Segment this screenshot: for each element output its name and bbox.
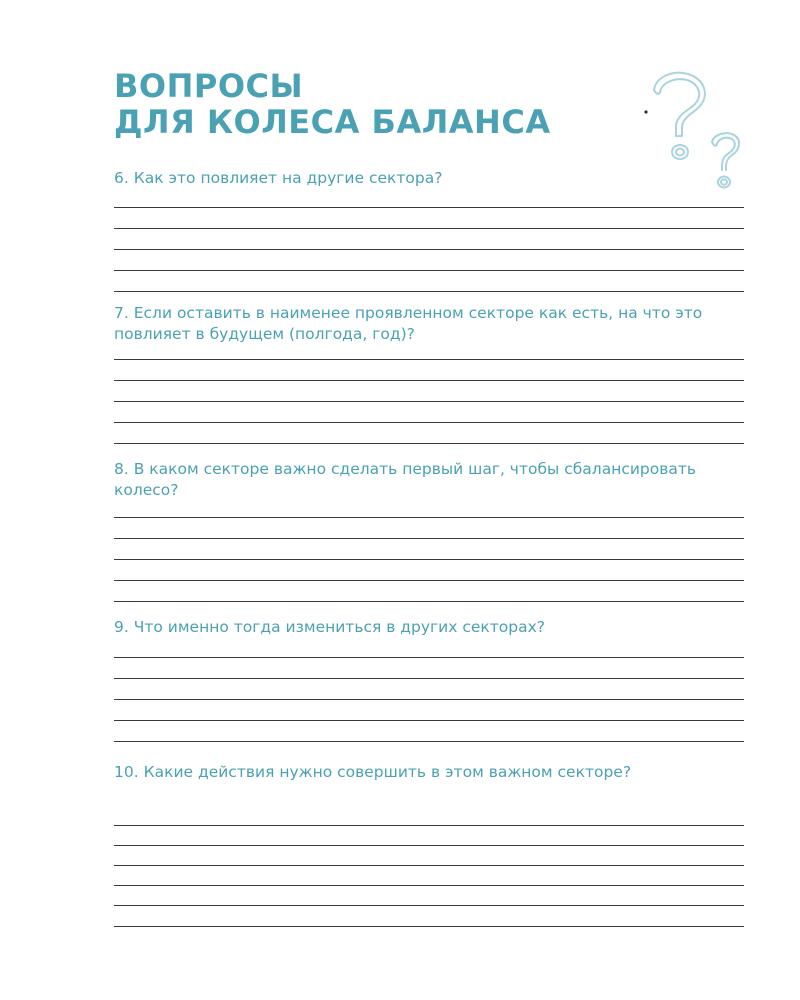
question-block-10	[114, 761, 744, 783]
page-title-line-1: ВОПРОСЫ	[114, 67, 304, 105]
question-text: 8. В каком секторе важно сделать первый шаг, чтобы сбалансировать колесо?	[114, 460, 697, 499]
answer-line[interactable]	[114, 580, 744, 581]
answer-line[interactable]	[114, 359, 744, 360]
answer-line[interactable]	[114, 905, 744, 906]
answer-line[interactable]	[114, 249, 744, 250]
answer-line[interactable]	[114, 422, 744, 423]
answer-line[interactable]	[114, 678, 744, 679]
answer-line[interactable]	[114, 401, 744, 402]
answer-line[interactable]	[114, 825, 744, 826]
question-block-8	[114, 458, 744, 501]
question-block-7	[114, 302, 744, 345]
question-text: 10. Какие действия нужно совершить в этом важном секторе?	[114, 763, 632, 781]
answer-line[interactable]	[114, 845, 744, 846]
question-text: 6. Как это повлияет на другие сектора?	[114, 169, 443, 187]
answer-line[interactable]	[114, 865, 744, 866]
answer-line[interactable]	[114, 657, 744, 658]
answer-line[interactable]	[114, 380, 744, 381]
answer-line[interactable]	[114, 270, 744, 271]
question-text: 7. Если оставить в наименее проявленном секторе как есть, на что это повлияет в будущем (полгода, год)?	[114, 304, 703, 343]
question-block-6	[114, 167, 744, 189]
page-title-line-2: ДЛЯ КОЛЕСА БАЛАНСА	[114, 103, 551, 141]
answer-line[interactable]	[114, 291, 744, 292]
answer-line[interactable]	[114, 720, 744, 721]
answer-line[interactable]	[114, 885, 744, 886]
answer-line[interactable]	[114, 538, 744, 539]
question-text: 9. Что именно тогда измениться в других секторах?	[114, 618, 546, 636]
answer-line[interactable]	[114, 228, 744, 229]
answer-line[interactable]	[114, 741, 744, 742]
answer-line[interactable]	[114, 517, 744, 518]
answer-line[interactable]	[114, 559, 744, 560]
answer-line[interactable]	[114, 699, 744, 700]
answer-line[interactable]	[114, 601, 744, 602]
question-block-9	[114, 616, 744, 638]
answer-line[interactable]	[114, 443, 744, 444]
answer-line[interactable]	[114, 926, 744, 927]
page-title	[114, 68, 551, 140]
answer-line[interactable]	[114, 207, 744, 208]
